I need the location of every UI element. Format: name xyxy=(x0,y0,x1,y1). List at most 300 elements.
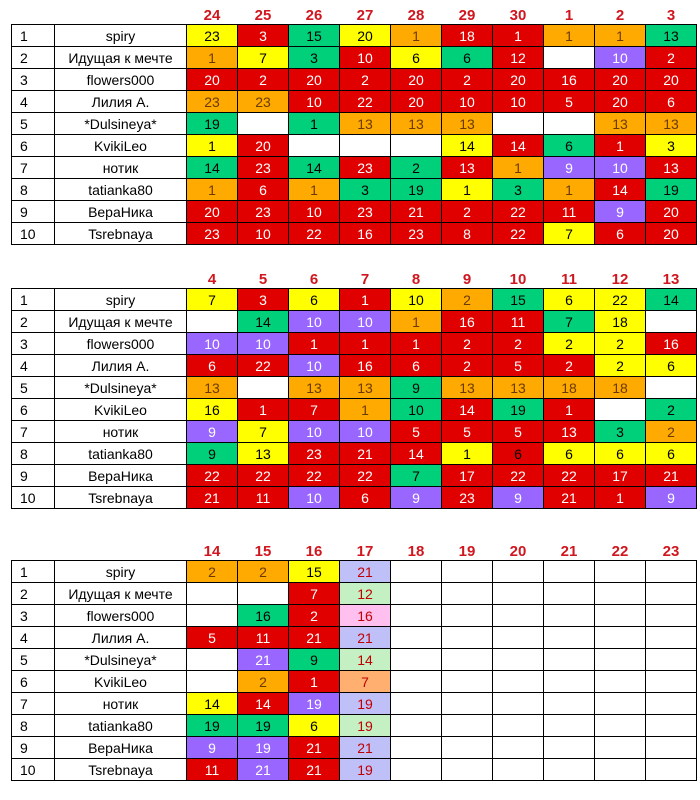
score-cell: 20 xyxy=(646,223,697,245)
table-row xyxy=(12,693,697,715)
score-cell: 7 xyxy=(238,421,289,443)
score-cell: 2 xyxy=(544,333,595,355)
score-cell: 13 xyxy=(238,443,289,465)
score-cell: 7 xyxy=(340,671,391,693)
score-cell: 23 xyxy=(340,201,391,223)
date-header: 18 xyxy=(407,543,425,560)
date-header: 2 xyxy=(615,7,625,24)
table-row xyxy=(12,47,697,69)
player-name: ВераНика xyxy=(55,737,187,759)
score-cell xyxy=(442,671,493,693)
score-cell: 1 xyxy=(187,47,238,69)
score-cell: 7 xyxy=(391,465,442,487)
score-cell xyxy=(595,399,646,421)
player-rows xyxy=(12,561,697,781)
score-cell xyxy=(442,649,493,671)
score-cell xyxy=(544,737,595,759)
rank-cell: 3 xyxy=(12,333,55,355)
score-cell xyxy=(595,561,646,583)
player-name: *Dulsineya* xyxy=(55,649,187,671)
rank-cell: 7 xyxy=(12,421,55,443)
score-cell: 2 xyxy=(238,69,289,91)
date-header: 21 xyxy=(560,543,578,560)
score-cell: 18 xyxy=(544,377,595,399)
table-row xyxy=(12,223,697,245)
score-cell: 22 xyxy=(340,465,391,487)
score-cell: 2 xyxy=(289,605,340,627)
score-cell: 1 xyxy=(493,157,544,179)
score-cell: 23 xyxy=(442,487,493,509)
score-cell: 9 xyxy=(391,377,442,399)
score-cell: 20 xyxy=(238,135,289,157)
rank-cell: 7 xyxy=(12,157,55,179)
score-cell: 10 xyxy=(391,399,442,421)
score-cell xyxy=(187,583,238,605)
score-cell xyxy=(238,113,289,135)
date-header: 29 xyxy=(458,7,476,24)
score-cell: 7 xyxy=(544,223,595,245)
score-grid xyxy=(11,264,697,509)
score-cell: 9 xyxy=(595,201,646,223)
score-cell xyxy=(544,627,595,649)
table-row xyxy=(12,135,697,157)
date-header: 8 xyxy=(411,271,421,288)
date-header: 23 xyxy=(662,543,680,560)
player-name: flowers000 xyxy=(55,333,187,355)
score-cell: 21 xyxy=(340,627,391,649)
score-cell: 6 xyxy=(289,289,340,311)
score-cell xyxy=(646,627,697,649)
score-cell: 22 xyxy=(340,91,391,113)
score-cell: 21 xyxy=(187,487,238,509)
score-cell: 3 xyxy=(595,421,646,443)
score-cell: 6 xyxy=(391,47,442,69)
date-header: 22 xyxy=(611,543,629,560)
score-cell: 20 xyxy=(187,201,238,223)
score-cell xyxy=(442,583,493,605)
score-cell: 23 xyxy=(187,223,238,245)
score-cell: 3 xyxy=(646,135,697,157)
score-cell xyxy=(646,561,697,583)
score-cell xyxy=(238,377,289,399)
score-cell: 10 xyxy=(391,289,442,311)
score-cell xyxy=(493,627,544,649)
rank-cell: 8 xyxy=(12,179,55,201)
score-cell: 9 xyxy=(187,737,238,759)
score-cell: 10 xyxy=(289,355,340,377)
score-cell: 20 xyxy=(595,91,646,113)
score-cell: 5 xyxy=(493,421,544,443)
score-cell: 2 xyxy=(544,355,595,377)
score-cell xyxy=(187,649,238,671)
score-cell: 10 xyxy=(340,47,391,69)
date-header: 15 xyxy=(254,543,272,560)
score-cell xyxy=(493,759,544,781)
score-cell: 2 xyxy=(646,421,697,443)
score-cell xyxy=(187,311,238,333)
player-name: Tsrebnaya xyxy=(55,223,187,245)
score-cell: 1 xyxy=(187,135,238,157)
table-row xyxy=(12,715,697,737)
score-cell: 23 xyxy=(187,91,238,113)
header-spacer xyxy=(55,536,187,561)
score-cell: 1 xyxy=(289,179,340,201)
score-cell: 10 xyxy=(340,421,391,443)
score-cell xyxy=(544,649,595,671)
score-cell: 2 xyxy=(442,201,493,223)
score-cell: 19 xyxy=(340,759,391,781)
score-cell xyxy=(595,627,646,649)
rank-cell: 3 xyxy=(12,69,55,91)
score-cell xyxy=(544,759,595,781)
player-name: KvikiLeo xyxy=(55,399,187,421)
score-cell: 22 xyxy=(544,465,595,487)
score-cell: 5 xyxy=(391,421,442,443)
table-row xyxy=(12,69,697,91)
score-cell: 10 xyxy=(187,333,238,355)
score-cell: 19 xyxy=(187,113,238,135)
score-cell: 1 xyxy=(187,179,238,201)
score-cell xyxy=(391,693,442,715)
score-cell: 21 xyxy=(646,465,697,487)
score-cell: 22 xyxy=(289,223,340,245)
score-cell xyxy=(595,671,646,693)
score-cell: 1 xyxy=(340,289,391,311)
score-cell: 13 xyxy=(646,157,697,179)
header-spacer xyxy=(55,264,187,289)
score-cell: 9 xyxy=(646,487,697,509)
table-row xyxy=(12,355,697,377)
player-name: Лилия А. xyxy=(55,355,187,377)
rank-cell: 1 xyxy=(12,25,55,47)
score-cell xyxy=(646,715,697,737)
date-header-row xyxy=(12,264,697,289)
score-cell: 11 xyxy=(544,201,595,223)
score-cell xyxy=(442,693,493,715)
score-cell: 23 xyxy=(238,157,289,179)
score-cell: 16 xyxy=(442,311,493,333)
score-cell: 5 xyxy=(544,91,595,113)
date-header: 9 xyxy=(462,271,472,288)
score-cell: 22 xyxy=(187,465,238,487)
score-cell xyxy=(595,759,646,781)
score-cell: 10 xyxy=(442,91,493,113)
score-cell: 12 xyxy=(340,583,391,605)
rank-cell: 10 xyxy=(12,223,55,245)
score-cell: 21 xyxy=(289,759,340,781)
score-cell: 22 xyxy=(238,355,289,377)
date-header-row xyxy=(12,536,697,561)
score-cell: 20 xyxy=(646,69,697,91)
score-cell: 14 xyxy=(391,443,442,465)
table-row xyxy=(12,25,697,47)
score-cell: 2 xyxy=(340,69,391,91)
score-cell: 6 xyxy=(493,443,544,465)
score-cell: 13 xyxy=(544,421,595,443)
score-cell: 9 xyxy=(493,487,544,509)
score-cell xyxy=(646,737,697,759)
date-header: 20 xyxy=(509,543,527,560)
date-header: 25 xyxy=(254,7,272,24)
score-cell xyxy=(289,135,340,157)
score-cell: 12 xyxy=(493,47,544,69)
rank-cell: 6 xyxy=(12,399,55,421)
score-cell: 15 xyxy=(493,289,544,311)
score-cell: 5 xyxy=(442,421,493,443)
score-cell xyxy=(493,737,544,759)
score-cell: 6 xyxy=(391,355,442,377)
score-cell xyxy=(391,605,442,627)
score-cell: 10 xyxy=(340,311,391,333)
date-header: 19 xyxy=(458,543,476,560)
score-cell xyxy=(442,737,493,759)
table-row xyxy=(12,487,697,509)
score-cell: 1 xyxy=(493,25,544,47)
score-cell: 20 xyxy=(391,91,442,113)
score-cell: 21 xyxy=(340,561,391,583)
score-cell xyxy=(391,759,442,781)
score-cell: 23 xyxy=(340,157,391,179)
table-row xyxy=(12,649,697,671)
score-cell: 6 xyxy=(646,91,697,113)
rank-cell: 2 xyxy=(12,47,55,69)
score-cell: 16 xyxy=(646,333,697,355)
score-cell: 15 xyxy=(289,561,340,583)
score-cell xyxy=(391,649,442,671)
score-cell: 21 xyxy=(289,737,340,759)
score-cell: 14 xyxy=(442,399,493,421)
header-spacer xyxy=(55,0,187,25)
score-cell: 2 xyxy=(442,333,493,355)
player-name: *Dulsineya* xyxy=(55,377,187,399)
score-cell: 10 xyxy=(289,487,340,509)
rank-cell: 1 xyxy=(12,289,55,311)
score-cell xyxy=(187,605,238,627)
score-cell: 10 xyxy=(238,223,289,245)
score-cell xyxy=(646,583,697,605)
rank-cell: 5 xyxy=(12,113,55,135)
table-row xyxy=(12,311,697,333)
table-row xyxy=(12,443,697,465)
player-name: Идущая к мечте xyxy=(55,311,187,333)
score-cell: 2 xyxy=(646,47,697,69)
score-cell: 13 xyxy=(391,113,442,135)
player-name: Лилия А. xyxy=(55,627,187,649)
player-name: ВераНика xyxy=(55,465,187,487)
score-cell xyxy=(493,649,544,671)
score-grid xyxy=(11,0,697,245)
date-header: 28 xyxy=(407,7,425,24)
score-cell: 14 xyxy=(493,135,544,157)
date-header: 3 xyxy=(666,7,676,24)
score-cell xyxy=(391,627,442,649)
score-cell: 23 xyxy=(289,443,340,465)
score-cell: 19 xyxy=(340,715,391,737)
score-cell xyxy=(544,561,595,583)
score-cell: 2 xyxy=(187,561,238,583)
date-header: 12 xyxy=(611,271,629,288)
header-spacer xyxy=(12,0,55,25)
score-cell xyxy=(391,737,442,759)
rank-cell: 10 xyxy=(12,759,55,781)
score-cell: 16 xyxy=(340,355,391,377)
date-header: 5 xyxy=(258,271,268,288)
rank-cell: 7 xyxy=(12,693,55,715)
player-name: Tsrebnaya xyxy=(55,487,187,509)
rank-cell: 10 xyxy=(12,487,55,509)
rank-cell: 3 xyxy=(12,605,55,627)
score-cell xyxy=(340,135,391,157)
score-cell: 2 xyxy=(442,289,493,311)
score-cell xyxy=(442,759,493,781)
score-cell: 23 xyxy=(238,91,289,113)
date-header: 4 xyxy=(207,271,217,288)
score-cell: 20 xyxy=(646,201,697,223)
score-cell: 23 xyxy=(238,201,289,223)
score-cell: 16 xyxy=(544,69,595,91)
score-cell xyxy=(544,605,595,627)
score-cell: 9 xyxy=(544,157,595,179)
score-cell: 23 xyxy=(187,25,238,47)
score-cell: 19 xyxy=(391,179,442,201)
score-cell: 1 xyxy=(595,135,646,157)
player-name: flowers000 xyxy=(55,69,187,91)
score-grid xyxy=(11,536,697,781)
score-cell: 19 xyxy=(340,693,391,715)
score-cell xyxy=(187,671,238,693)
score-cell: 5 xyxy=(493,355,544,377)
score-cell xyxy=(646,311,697,333)
score-cell: 1 xyxy=(595,487,646,509)
score-cell: 7 xyxy=(187,289,238,311)
score-cell: 20 xyxy=(187,69,238,91)
player-name: KvikiLeo xyxy=(55,135,187,157)
score-cell: 6 xyxy=(442,47,493,69)
score-cell xyxy=(646,377,697,399)
score-cell: 19 xyxy=(187,715,238,737)
score-cell: 1 xyxy=(238,399,289,421)
rank-cell: 2 xyxy=(12,311,55,333)
player-name: Лилия А. xyxy=(55,91,187,113)
score-cell: 13 xyxy=(340,113,391,135)
table-row xyxy=(12,421,697,443)
score-cell xyxy=(595,737,646,759)
score-cell xyxy=(646,605,697,627)
score-cell: 14 xyxy=(238,693,289,715)
table-row xyxy=(12,91,697,113)
score-cell: 1 xyxy=(340,333,391,355)
score-cell: 14 xyxy=(289,157,340,179)
score-cell: 14 xyxy=(238,311,289,333)
score-cell: 19 xyxy=(289,693,340,715)
rank-cell: 1 xyxy=(12,561,55,583)
score-cell: 1 xyxy=(289,113,340,135)
score-cell: 21 xyxy=(289,627,340,649)
score-cell xyxy=(646,671,697,693)
score-cell: 16 xyxy=(187,399,238,421)
score-cell: 7 xyxy=(544,311,595,333)
date-header: 16 xyxy=(305,543,323,560)
score-cell: 1 xyxy=(442,179,493,201)
score-cell: 6 xyxy=(544,135,595,157)
score-cell: 10 xyxy=(289,91,340,113)
score-cell: 10 xyxy=(595,47,646,69)
player-name: Tsrebnaya xyxy=(55,759,187,781)
player-name: ВераНика xyxy=(55,201,187,223)
score-cell: 2 xyxy=(391,157,442,179)
score-cell: 19 xyxy=(238,715,289,737)
player-name: spiry xyxy=(55,289,187,311)
table-row xyxy=(12,671,697,693)
player-rows xyxy=(12,25,697,245)
score-cell: 3 xyxy=(289,47,340,69)
score-cell: 15 xyxy=(289,25,340,47)
score-cell: 1 xyxy=(289,671,340,693)
score-cell xyxy=(391,561,442,583)
score-cell: 10 xyxy=(238,333,289,355)
score-cell: 6 xyxy=(646,443,697,465)
score-cell: 10 xyxy=(289,201,340,223)
score-cell xyxy=(595,693,646,715)
score-cell xyxy=(544,47,595,69)
score-cell: 13 xyxy=(187,377,238,399)
score-cell: 22 xyxy=(493,201,544,223)
score-cell: 21 xyxy=(544,487,595,509)
score-cell: 1 xyxy=(391,311,442,333)
score-cell: 2 xyxy=(595,333,646,355)
score-cell: 7 xyxy=(238,47,289,69)
score-cell: 13 xyxy=(493,377,544,399)
score-cell: 10 xyxy=(595,157,646,179)
score-cell xyxy=(493,583,544,605)
score-cell: 16 xyxy=(340,223,391,245)
score-cell: 5 xyxy=(187,627,238,649)
table-row xyxy=(12,737,697,759)
table-row xyxy=(12,157,697,179)
table-row xyxy=(12,627,697,649)
score-cell: 9 xyxy=(391,487,442,509)
score-cell: 6 xyxy=(544,289,595,311)
score-cell xyxy=(442,715,493,737)
score-cell: 21 xyxy=(340,443,391,465)
player-name: spiry xyxy=(55,561,187,583)
score-cell: 14 xyxy=(340,649,391,671)
score-cell: 1 xyxy=(442,443,493,465)
table-row xyxy=(12,465,697,487)
table-row xyxy=(12,561,697,583)
score-cell xyxy=(493,693,544,715)
rank-cell: 4 xyxy=(12,91,55,113)
score-cell xyxy=(595,715,646,737)
score-cell: 21 xyxy=(238,759,289,781)
score-cell: 2 xyxy=(646,399,697,421)
score-cell: 22 xyxy=(493,223,544,245)
score-cell: 2 xyxy=(238,671,289,693)
score-cell: 11 xyxy=(187,759,238,781)
player-rows xyxy=(12,289,697,509)
score-cell: 13 xyxy=(442,157,493,179)
player-name: spiry xyxy=(55,25,187,47)
score-cell: 2 xyxy=(493,333,544,355)
score-cell xyxy=(544,693,595,715)
score-cell: 17 xyxy=(442,465,493,487)
score-cell xyxy=(238,583,289,605)
score-cell xyxy=(493,113,544,135)
player-name: tatianka80 xyxy=(55,443,187,465)
score-cell: 16 xyxy=(340,605,391,627)
player-name: Идущая к мечте xyxy=(55,583,187,605)
score-cell: 18 xyxy=(442,25,493,47)
